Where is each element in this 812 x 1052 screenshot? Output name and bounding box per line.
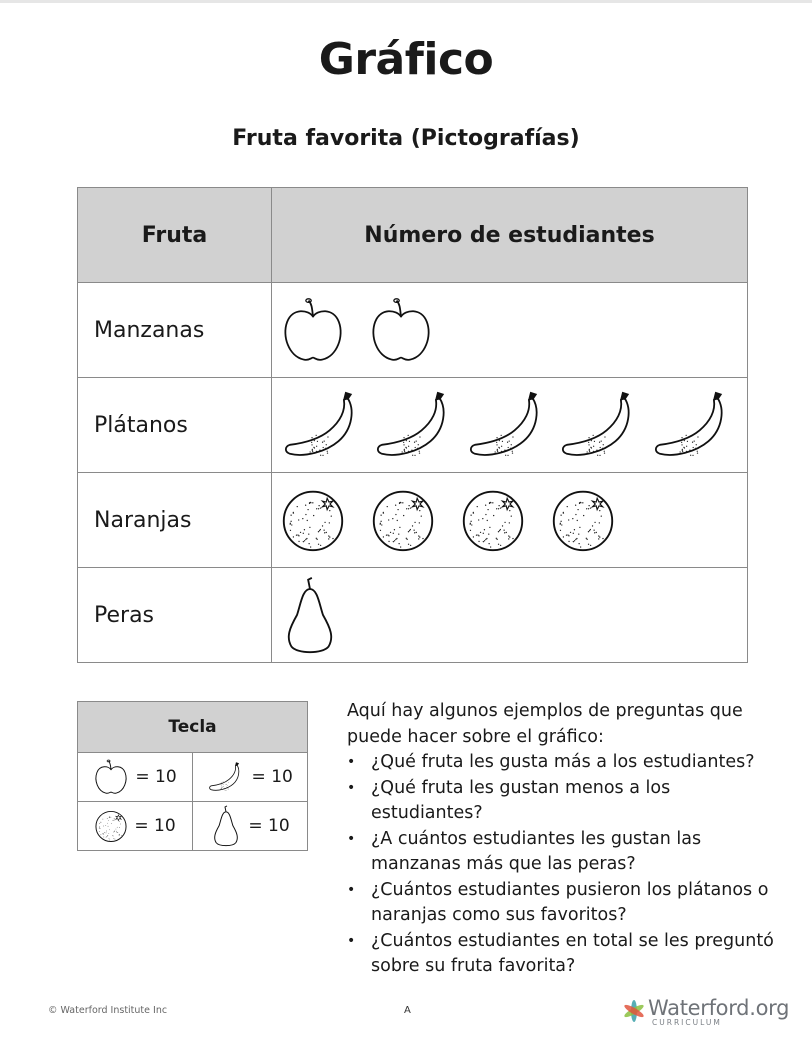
banana-icon xyxy=(557,389,643,461)
orange-icon xyxy=(94,809,128,843)
logo-name: Waterford.org xyxy=(648,996,790,1020)
key-item xyxy=(78,802,193,851)
table-row xyxy=(78,568,748,663)
key-row xyxy=(78,802,308,851)
list-item: • ¿Qué fruta les gustan menos a los estudiantes? xyxy=(347,777,671,823)
banana-icon xyxy=(280,389,366,461)
list-item: • ¿Cuántos estudiantes en total se les preguntó sobre su fruta favorita? xyxy=(347,930,774,976)
key-value: = 10 xyxy=(134,816,176,836)
apple-icon xyxy=(93,759,129,795)
key-item xyxy=(193,753,308,802)
pear-icon xyxy=(210,805,242,847)
copyright-text: © Waterford Institute Inc xyxy=(48,1005,168,1016)
orange-icon xyxy=(460,487,526,553)
icon-cell xyxy=(272,378,748,473)
key-table xyxy=(77,701,308,851)
star-logo-icon xyxy=(620,996,648,1026)
logo-subtitle: CURRICULUM xyxy=(652,1018,722,1027)
icon-cell xyxy=(272,473,748,568)
fruit-label: Naranjas xyxy=(78,473,272,568)
key-item xyxy=(193,802,308,851)
key-value: = 10 xyxy=(135,767,177,787)
table-row xyxy=(78,283,748,378)
header-fruit: Fruta xyxy=(78,188,272,283)
pear-icon xyxy=(280,576,340,654)
question-list xyxy=(347,750,777,980)
apple-icon xyxy=(368,297,434,363)
fruit-label: Peras xyxy=(78,568,272,663)
fruit-label: Plátanos xyxy=(78,378,272,473)
page-label: A xyxy=(404,1005,411,1016)
banana-icon xyxy=(372,389,458,461)
fruit-label: Manzanas xyxy=(78,283,272,378)
orange-icon xyxy=(370,487,436,553)
banana-icon xyxy=(650,389,736,461)
key-value: = 10 xyxy=(248,816,290,836)
table-header-row xyxy=(78,188,748,283)
question-list-block xyxy=(347,699,777,980)
icon-row xyxy=(280,297,747,363)
banana-icon xyxy=(465,389,551,461)
header-student-count: Número de estudiantes xyxy=(272,188,748,283)
icon-row xyxy=(280,487,747,553)
orange-icon xyxy=(280,487,346,553)
questions-intro: Aquí hay algunos ejemplos de preguntas que puede hacer sobre el gráfico: xyxy=(347,701,743,747)
pictograph-table xyxy=(77,187,748,663)
key-title: Tecla xyxy=(78,702,308,753)
apple-icon xyxy=(280,297,346,363)
page-title: Gráfico xyxy=(318,34,494,85)
key-row xyxy=(78,753,308,802)
banana-icon xyxy=(207,761,245,793)
list-item: • ¿Qué fruta les gusta más a los estudiantes? xyxy=(347,752,755,772)
icon-row xyxy=(280,389,747,461)
waterford-logo xyxy=(620,996,790,1028)
top-rule xyxy=(0,0,812,3)
key-value: = 10 xyxy=(251,767,293,787)
list-item: • ¿A cuántos estudiantes les gustan las manzanas más que las peras? xyxy=(347,828,702,874)
table-row xyxy=(78,473,748,568)
icon-cell xyxy=(272,283,748,378)
chart-subtitle: Fruta favorita (Pictografías) xyxy=(232,126,580,151)
orange-icon xyxy=(550,487,616,553)
icon-row xyxy=(280,576,747,654)
list-item: • ¿Cuántos estudiantes pusieron los plátanos o naranjas como sus favoritos? xyxy=(347,879,769,925)
key-item xyxy=(78,753,193,802)
icon-cell xyxy=(272,568,748,663)
table-row xyxy=(78,378,748,473)
